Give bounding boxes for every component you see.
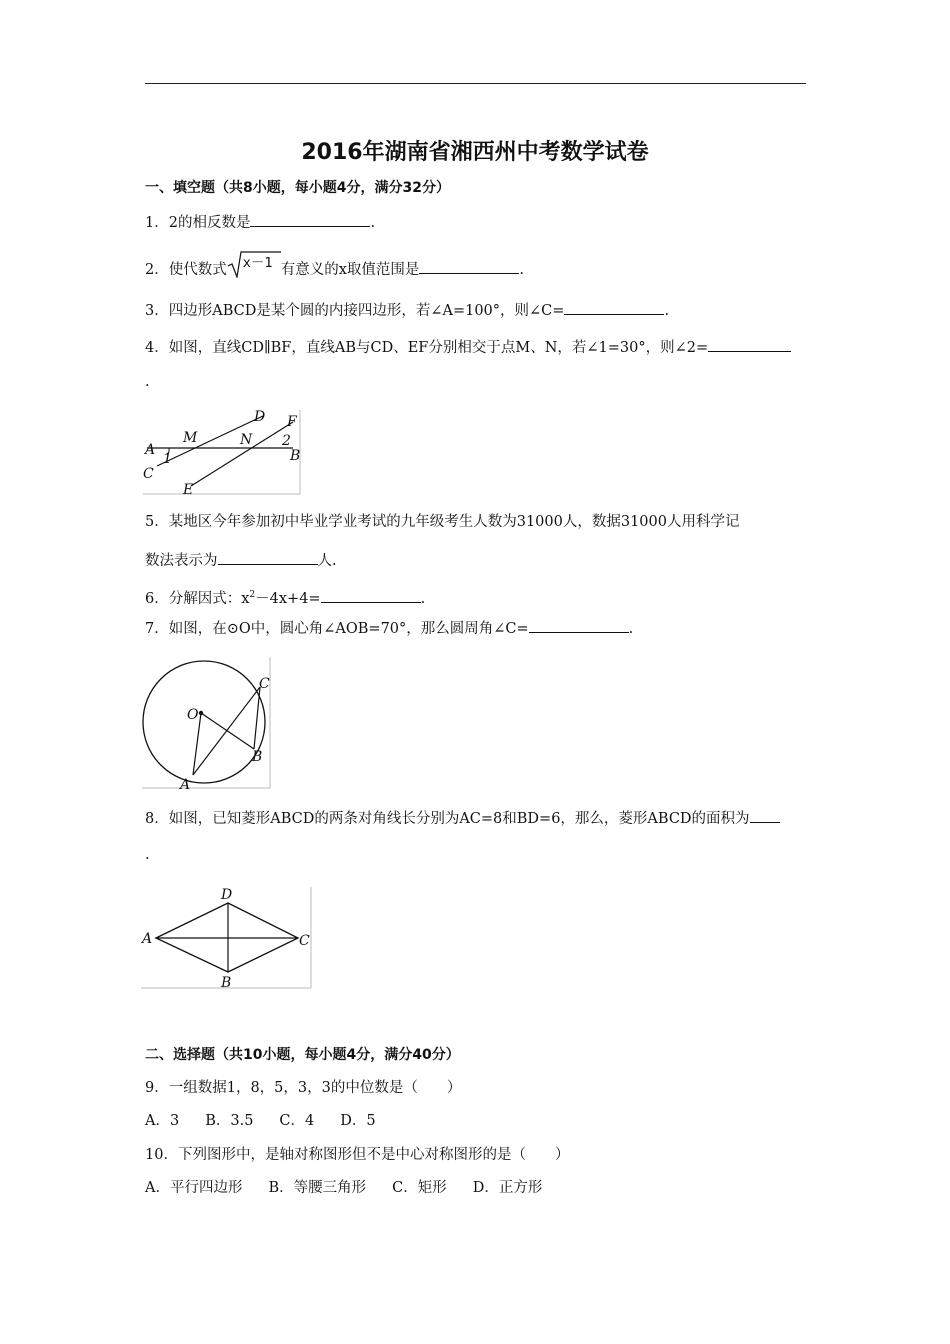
question-4-period: . [145,374,150,390]
question-4 [145,337,791,358]
option-c: C．4 [279,1113,315,1129]
period: . [420,590,426,607]
period: . [664,303,670,319]
question-5-pre: 数法表示为 [145,553,218,569]
option-c: C．矩形 [392,1180,447,1196]
page-title: 2016年湖南省湘西州中考数学试卷 [301,140,649,165]
label-b: B [290,448,301,464]
header-rule [145,83,806,84]
question-8-text: 8．如图，已知菱形ABCD的两条对角线长分别为AC=8和BD=6，那么，菱形ABCD的面积为 [145,811,750,827]
label-d: D [254,409,266,425]
label-c: C [143,466,154,482]
label-m: M [183,430,198,446]
label-angle-2: 2 [282,433,291,449]
exponent: 2 [249,590,256,600]
question-5-post: 人. [317,553,337,569]
figure-circle [142,655,274,791]
period: . [628,621,634,637]
question-7 [145,618,633,639]
option-a: A．平行四边形 [145,1180,243,1196]
question-6-post: －4x+4= [255,590,321,607]
answer-blank [708,337,791,352]
label-d: D [221,887,233,903]
question-10: 10．下列图形中，是轴对称图形但不是中心对称图形的是（ ） [145,1147,570,1163]
question-2-post: 有意义的x取值范围是 [280,262,420,278]
question-3-text: 3．四边形ABCD是某个圆的内接四边形，若∠A=100°，则∠C= [145,303,565,319]
question-3 [145,300,669,321]
question-9: 9．一组数据1，8，5，3，3的中位数是（ ） [145,1080,462,1096]
label-f: F [287,414,297,430]
label-n: N [240,432,253,448]
label-c: C [299,933,310,949]
section-fill-in: 一、填空题（共8小题，每小题4分，满分32分） [145,180,450,196]
answer-blank [250,212,370,227]
period: . [370,215,376,231]
answer-blank [419,259,519,274]
question-7-text: 7．如图，在⊙O中，圆心角∠AOB=70°，那么圆周角∠C= [145,621,529,637]
section-multiple-choice: 二、选择题（共10小题，每小题4分，满分40分） [145,1047,460,1063]
figure-parallel-lines [143,408,303,496]
question-8-period: . [145,847,150,863]
label-b: B [252,749,263,765]
label-angle-1: 1 [163,451,172,467]
question-9-options [145,1111,402,1131]
question-4-text: 4．如图，直线CD∥BF，直线AB与CD、EF分别相交于点M、N，若∠1=30°，则∠2= [145,340,709,356]
answer-blank [321,588,421,603]
question-5-line2 [145,550,337,571]
option-d: D．5 [340,1113,376,1129]
label-c: C [259,676,270,692]
option-a: A．3 [145,1113,180,1129]
question-5-line1: 5．某地区今年参加初中毕业学业考试的九年级考生人数为31000人，数据31000人用科学记 [145,514,740,530]
answer-blank [750,808,780,823]
option-d: D．正方形 [472,1180,543,1196]
circle-o [143,661,265,783]
sqrt-expression [227,250,281,278]
answer-blank [564,300,664,315]
label-a: A [145,442,156,458]
option-b: B．3.5 [205,1113,254,1129]
label-o: O [187,707,199,723]
period: . [519,262,525,278]
label-a: A [142,931,153,947]
question-10-options [145,1178,568,1198]
question-8 [145,808,780,829]
answer-blank [218,550,318,565]
option-b: B．等腰三角形 [268,1180,367,1196]
question-6 [145,585,425,609]
figure-rhombus [141,885,313,991]
answer-blank [529,618,629,633]
question-1 [145,212,375,233]
label-e: E [183,482,194,496]
label-a: A [180,777,191,791]
question-6-pre: 6．分解因式：x [145,590,250,607]
radicand: x－1 [242,255,273,271]
question-1-text: 1．2的相反数是 [145,215,251,231]
label-b: B [221,975,232,991]
question-2 [145,256,524,284]
question-2-pre: 2．使代数式 [145,262,227,278]
